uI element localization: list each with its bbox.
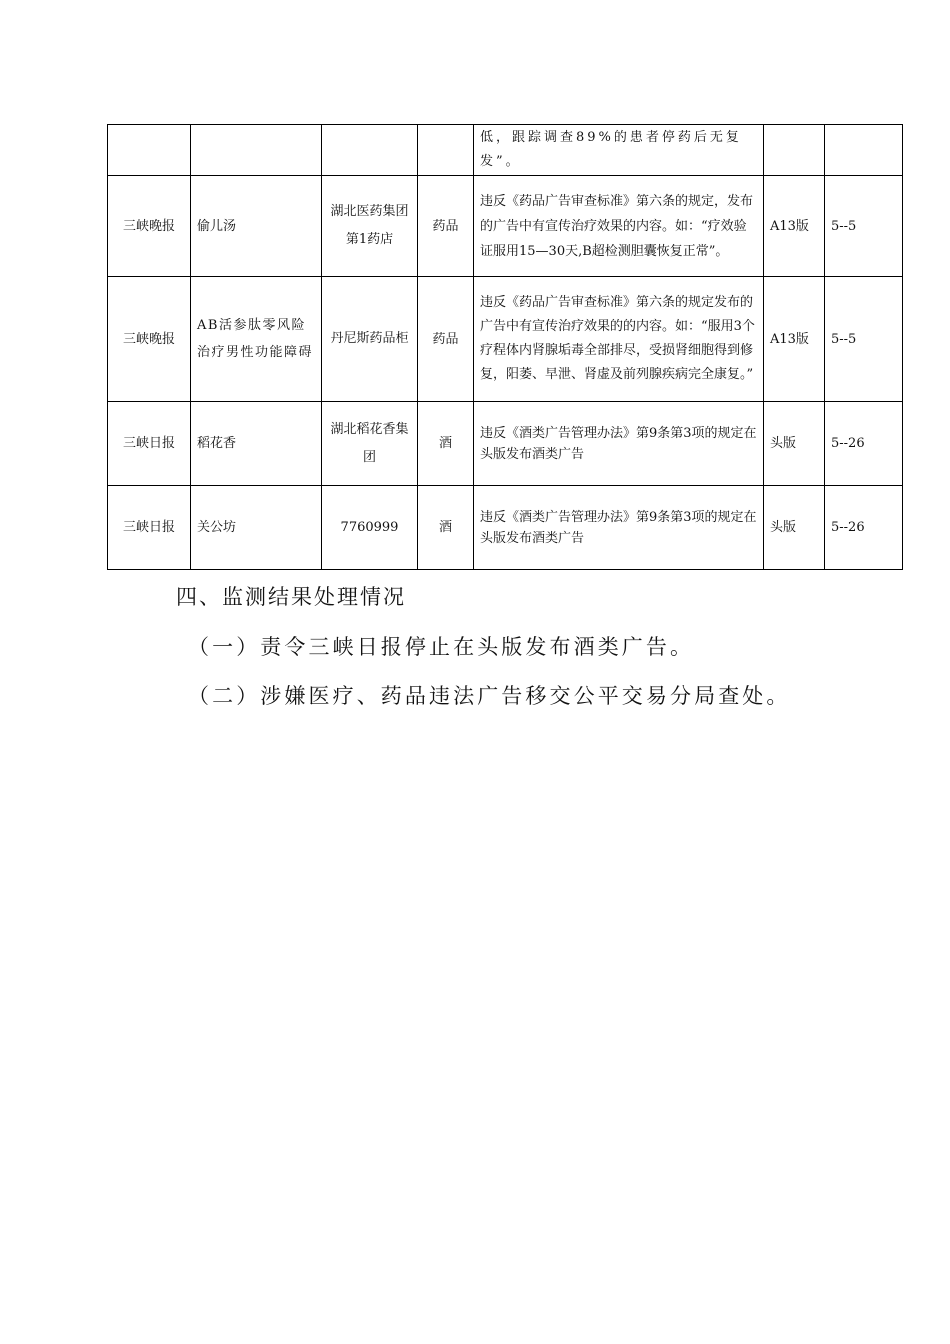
table-row xyxy=(108,176,903,277)
advertiser-cell: 丹尼斯药品柜 xyxy=(322,277,418,402)
media-cell: 三峡晚报 xyxy=(108,176,191,277)
violation-description-cell: 违反《药品广告审查标准》第六条的规定，发布的广告中有宣传治疗效果的内容。如：“疗效验证服用15—30天,B超检测胆囊恢复正常”。 xyxy=(474,176,764,277)
media-cell: 三峡日报 xyxy=(108,402,191,486)
paragraph-item: （一）责令三峡日报停止在头版发布酒类广告。 xyxy=(188,635,695,659)
violation-description-cell: 违反《酒类广告管理办法》第9条第3项的规定在头版发布酒类广告 xyxy=(474,486,764,570)
page-cell: 头版 xyxy=(764,402,825,486)
ad-name-cell: 稻花香 xyxy=(191,402,322,486)
advertiser-cell: 湖北医药集团第1药店 xyxy=(322,176,418,277)
page-cell: A13版 xyxy=(764,277,825,402)
table-row xyxy=(108,277,903,402)
ad-violation-table xyxy=(107,124,903,570)
page-cell: A13版 xyxy=(764,176,825,277)
category-cell: 药品 xyxy=(418,277,474,402)
media-cell: 三峡日报 xyxy=(108,486,191,570)
media-cell xyxy=(108,125,191,176)
category-cell: 酒 xyxy=(418,402,474,486)
category-cell: 酒 xyxy=(418,486,474,570)
date-cell: 5--26 xyxy=(825,486,903,570)
advertiser-cell: 7760999 xyxy=(322,486,418,570)
page-cell: 头版 xyxy=(764,486,825,570)
advertiser-cell: 湖北稻花香集团 xyxy=(322,402,418,486)
date-cell: 5--5 xyxy=(825,176,903,277)
category-cell xyxy=(418,125,474,176)
date-cell xyxy=(825,125,903,176)
table-row xyxy=(108,486,903,570)
table-row xyxy=(108,402,903,486)
violation-description-cell: 低，跟踪调查89%的患者停药后无复发”。 xyxy=(474,125,764,176)
violation-description-cell: 违反《酒类广告管理办法》第9条第3项的规定在头版发布酒类广告 xyxy=(474,402,764,486)
ad-name-cell: 偷儿汤 xyxy=(191,176,322,277)
paragraph-item: （二）涉嫌医疗、药品违法广告移交公平交易分局查处。 xyxy=(188,684,791,708)
ad-name-cell: AB活参肽零风险治疗男性功能障碍 xyxy=(191,277,322,402)
table-row xyxy=(108,125,903,176)
date-cell: 5--26 xyxy=(825,402,903,486)
advertiser-cell xyxy=(322,125,418,176)
date-cell: 5--5 xyxy=(825,277,903,402)
media-cell: 三峡晚报 xyxy=(108,277,191,402)
category-cell: 药品 xyxy=(418,176,474,277)
page-cell xyxy=(764,125,825,176)
violation-description-cell: 违反《药品广告审查标准》第六条的规定发布的广告中有宣传治疗效果的的内容。如：“服用3个疗程体内肾腺垢毒全部排尽，受损肾细胞得到修复，阳萎、早泄、肾虚及前列腺疾病完全康复。” xyxy=(474,277,764,402)
ad-name-cell: 关公坊 xyxy=(191,486,322,570)
section-heading: 四、监测结果处理情况 xyxy=(176,585,406,609)
ad-name-cell xyxy=(191,125,322,176)
